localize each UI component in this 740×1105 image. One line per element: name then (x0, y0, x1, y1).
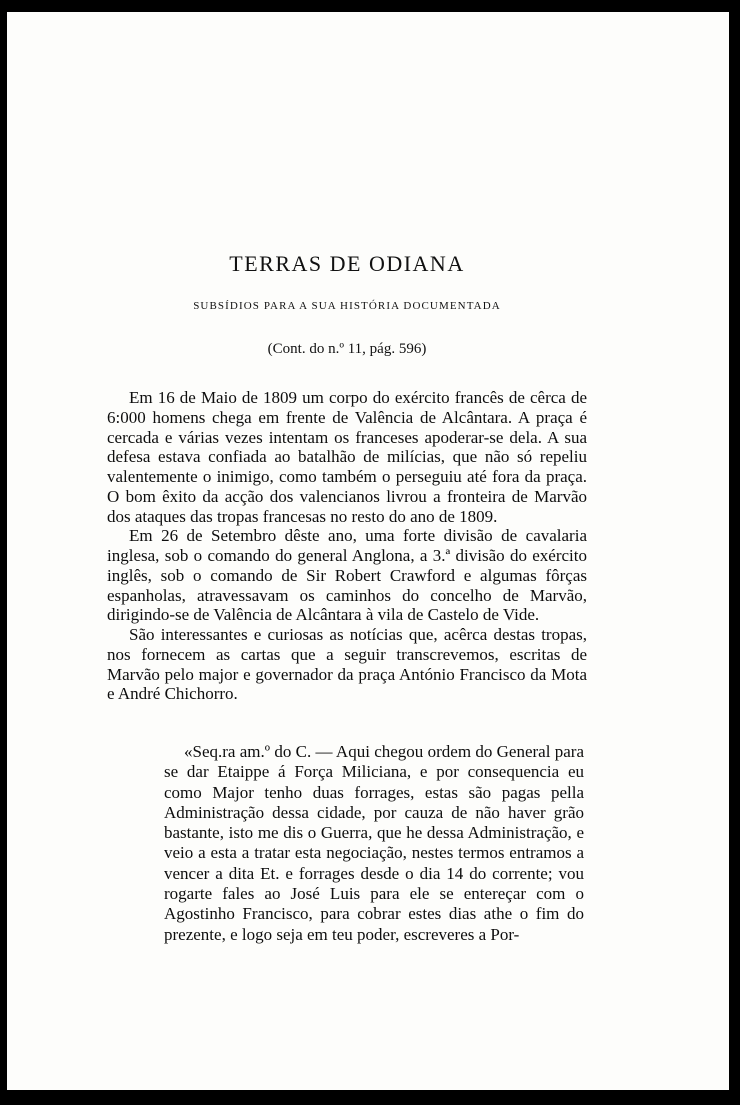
paragraph-1: Em 16 de Maio de 1809 um corpo do exército francês de cêrca de 6:000 homens chega em frente de Valência de Alcântara. A praça é cercada e várias vezes intentam os franceses apoderar-se dela. A sua defesa estava confiada ao batalhão de milícias, que não só repeliu valentemente o inimigo, como também o perseguiu até fora da praça. O bom êxito da acção dos valencianos livrou a fronteira de Marvão dos ataques das tropas francesas no resto do ano de 1809. (107, 388, 587, 526)
article-subtitle: SUBSÍDIOS PARA A SUA HISTÓRIA DOCUMENTADA (193, 300, 501, 312)
letter-quote (164, 742, 584, 945)
paragraph-2: Em 26 de Setembro dêste ano, uma forte divisão de cavalaria inglesa, sob o comando do general Anglona, a 3.ª divisão do exército inglês, sob o comando de Sir Robert Crawford e algumas fôrças espanholas, atravessavam os caminhos do concelho de Marvão, dirigindo-se de Valência de Alcântara à vila de Castelo de Vide. (107, 526, 587, 625)
quote-paragraph: «Seq.ra am.º do C. — Aqui chegou ordem do General para se dar Etaippe á Força Miliciana, e por consequencia eu como Major tenho duas forrages, estas são pagas pella Administração dessa cidade, por cauza de não haver grão bastante, isto me dis o Guerra, que he dessa Administração, e veio a esta a tratar esta negociação, nestes termos entramos a vencer a dita Et. e forrages desde o dia 14 do corrente; vou rogarte fales ao José Luis para ele se entereçar com o Agostinho Francisco, para cobrar estes dias athe o fim do prezente, e logo seja em teu poder, escreveres a Por- (164, 742, 584, 944)
article-body (107, 388, 587, 704)
document-page (7, 12, 729, 1090)
article-title: TERRAS DE ODIANA (229, 251, 465, 276)
paragraph-3: São interessantes e curiosas as notícias que, acêrca destas tropas, nos fornecem as cartas que a seguir transcrevemos, escritas de Marvão pelo major e governador da praça António Francisco da Mota e André Chichorro. (107, 625, 587, 704)
continuation-note: (Cont. do n.º 11, pág. 596) (267, 341, 427, 357)
